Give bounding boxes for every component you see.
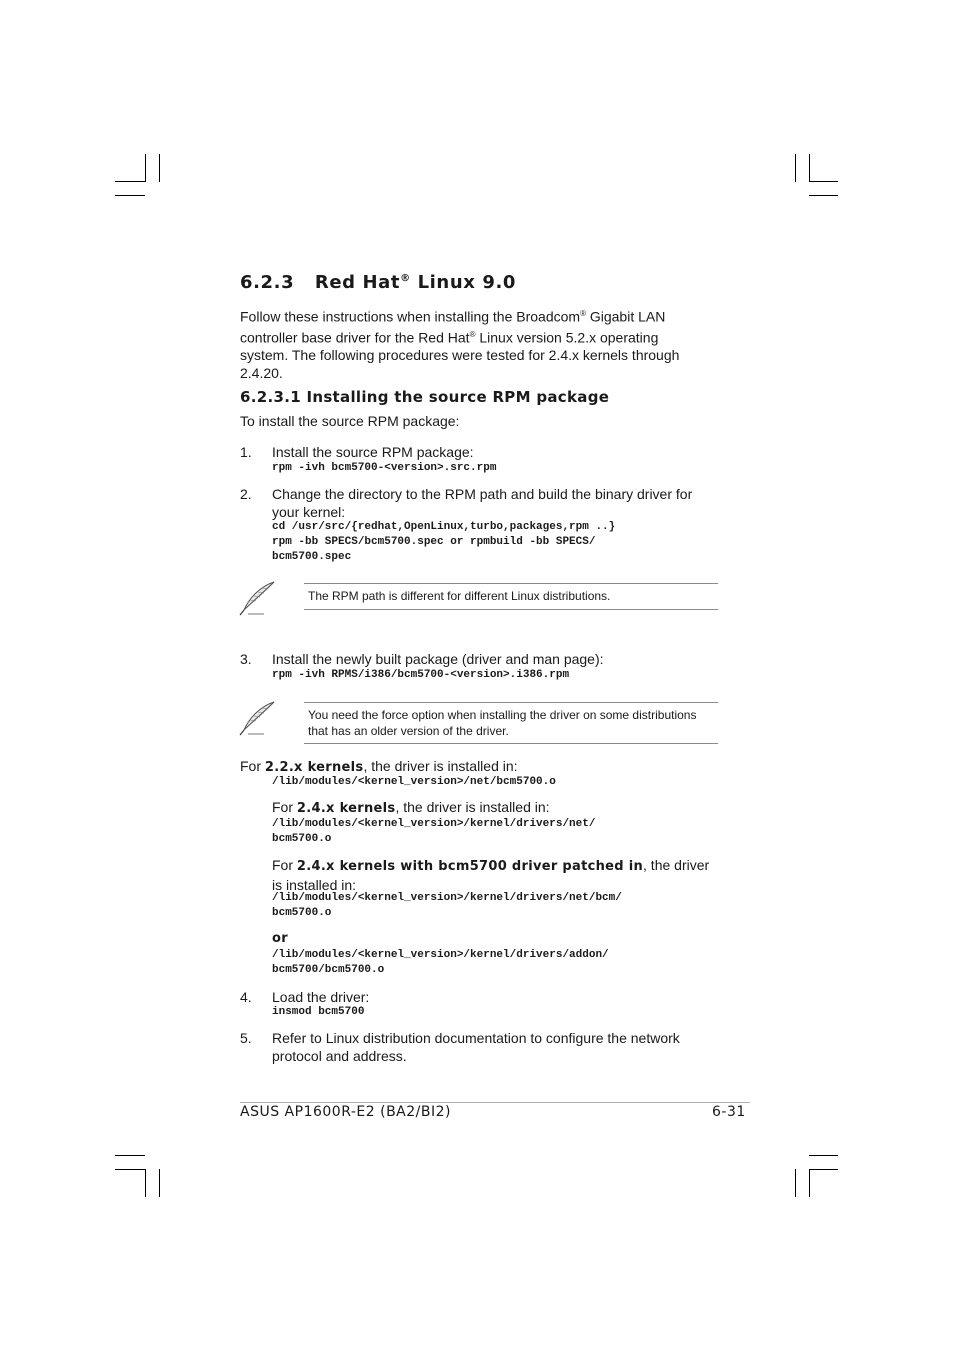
footer-title: ASUS AP1600R-E2 (BA2/BI2): [240, 1104, 451, 1120]
registered-mark: ®: [469, 329, 476, 339]
crop-mark: [159, 154, 160, 182]
step-number: 5.: [240, 1030, 252, 1046]
step-code: cd /usr/src/{redhat,OpenLinux,turbo,packages,rpm ..} rpm -bb SPECS/bcm5700.spec or rpmbuild -bb SPECS/ bcm5700.spec: [272, 521, 616, 563]
step-text: Change the directory to the RPM path and build the binary driver for your kernel:: [272, 486, 693, 520]
intro-text-2: Gigabit LAN controller base driver for the Red Hat: [240, 308, 666, 346]
crop-mark: [795, 1169, 796, 1197]
crop-mark: [115, 195, 145, 196]
crop-mark: [115, 1169, 145, 1170]
crop-mark: [809, 195, 838, 196]
quill-pen-icon: [238, 700, 278, 736]
crop-mark: [809, 154, 810, 182]
registered-mark: ®: [580, 309, 586, 318]
or-label: or: [272, 931, 288, 946]
footer-divider: [240, 1102, 750, 1103]
step-text: Load the driver:: [272, 989, 370, 1005]
install-intro: To install the source RPM package:: [240, 413, 460, 429]
for-label: For: [240, 758, 265, 774]
section-title-post: Linux 9.0: [410, 272, 517, 293]
kernel-22-label: 2.2.x kernels: [264, 760, 364, 775]
kernel-24-patched-label: 2.4.x kernels with bcm5700 driver patched in: [296, 859, 644, 874]
note-box: [304, 583, 718, 610]
note-text: The RPM path is different for different Linux distributions.: [308, 589, 611, 603]
quill-pen-icon: [238, 580, 278, 616]
subsection-heading: 6.2.3.1 Installing the source RPM package: [240, 388, 610, 406]
crop-mark: [809, 1169, 810, 1197]
for-label: For: [272, 799, 297, 815]
registered-mark: ®: [400, 273, 411, 284]
kernel-24-line: [272, 798, 722, 818]
crop-mark: [159, 1169, 160, 1197]
kernel-24-path: /lib/modules/<kernel_version>/kernel/drivers/net/ bcm5700.o: [272, 818, 596, 845]
intro-paragraph: [240, 305, 710, 382]
kernel-24-patched-alt-path: /lib/modules/<kernel_version>/kernel/drivers/addon/ bcm5700/bcm5700.o: [272, 949, 609, 976]
kernel-22-line: [240, 757, 710, 777]
kernel-24-label: 2.4.x kernels: [296, 801, 396, 816]
crop-mark: [809, 1169, 838, 1170]
crop-mark: [115, 1155, 145, 1156]
step-code: rpm -ivh bcm5700-<version>.src.rpm: [272, 462, 497, 474]
step-text: Install the newly built package (driver and man page):: [272, 651, 604, 667]
step-code: rpm -ivh RPMS/i386/bcm5700-<version>.i386.rpm: [272, 669, 570, 681]
crop-mark: [145, 154, 146, 182]
crop-mark: [145, 1169, 146, 1197]
step-number: 2.: [240, 486, 252, 502]
crop-mark: [795, 154, 796, 182]
section-heading: [240, 272, 516, 293]
kernel-22-path: /lib/modules/<kernel_version>/net/bcm5700.o: [272, 776, 556, 788]
note-text: You need the force option when installing the driver on some distributions that has an older version of the driver.: [308, 708, 697, 738]
step-number: 3.: [240, 651, 252, 667]
step-number: 4.: [240, 989, 252, 1005]
step-text: Install the source RPM package:: [272, 444, 474, 460]
for-label: For: [272, 857, 297, 873]
step-text: Refer to Linux distribution documentation to configure the network protocol and address.: [272, 1030, 680, 1064]
section-number: 6.2.3: [240, 272, 295, 293]
crop-mark: [809, 181, 838, 182]
kernel-24-patched-path: /lib/modules/<kernel_version>/kernel/drivers/net/bcm/ bcm5700.o: [272, 892, 622, 919]
installed-in-text: , the driver is installed in:: [363, 758, 518, 774]
crop-mark: [809, 1155, 838, 1156]
note-box: [304, 702, 718, 744]
installed-in-text: , the driver is installed in:: [395, 799, 550, 815]
step-number: 1.: [240, 444, 252, 460]
installed-in-text: , the driver is installed in:: [272, 857, 710, 893]
intro-text-3: Linux version 5.2.x operating system. The following procedures were tested for 2.4.x kernels through 2.4.20.: [240, 329, 680, 382]
intro-text-1: Follow these instructions when installing the Broadcom: [240, 308, 581, 325]
step-code: insmod bcm5700: [272, 1006, 365, 1018]
crop-mark: [115, 181, 145, 182]
section-title-pre: Red Hat: [314, 272, 401, 293]
kernel-24-patched-line: [272, 856, 722, 894]
page-number: 6-31: [712, 1104, 746, 1120]
